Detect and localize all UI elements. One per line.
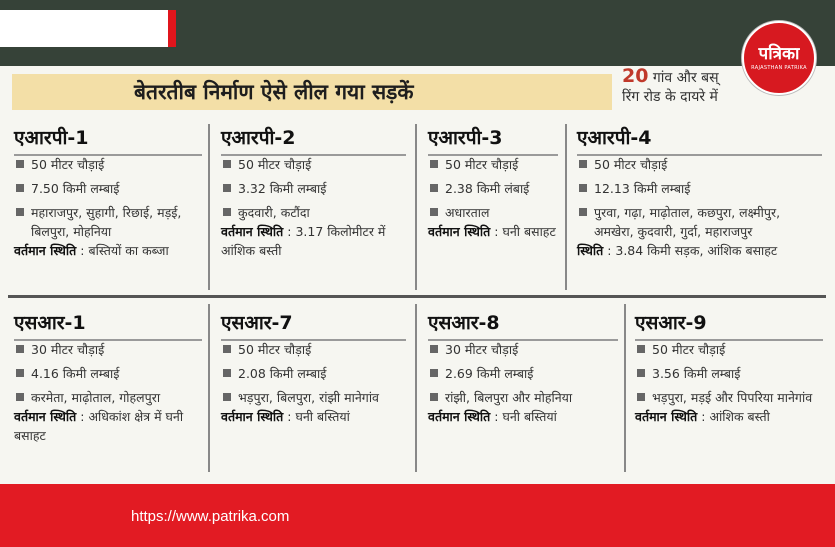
length-item: 12.13 किमी लम्बाई [577,179,822,198]
places-item: अधारताल [428,203,558,222]
headline-text: बेतरतीब निर्माण ऐसे लील गया सड़कें [134,80,414,104]
route-block-arp1 [14,125,202,260]
column-divider [624,304,626,472]
row-divider [8,295,826,298]
bullet-icon [16,369,24,377]
places-item: भड़पुरा, मड़ई और पिपरिया मानेगांव [635,388,823,407]
width-item: 50 मीटर चौड़ाई [428,155,558,174]
route-title: एसआर-9 [635,312,707,334]
route-title: एआरपी-4 [577,127,652,149]
route-title: एआरपी-3 [428,127,503,149]
bullet-icon [16,184,24,192]
bullet-icon [16,160,24,168]
length-item: 2.38 किमी लंबाई [428,179,558,198]
logo-text: पत्रिका [758,44,800,64]
footer-url-link[interactable]: https://www.patrika.com [131,508,290,525]
width-item: 50 मीटर चौड़ाई [221,340,406,359]
route-block-sr1 [14,310,202,445]
status-line: वर्तमान स्थिति : 3.17 किलोमीटर में आंशिक बस्ती [221,224,386,258]
route-block-arp4 [577,125,822,260]
width-item: 50 मीटर चौड़ाई [14,155,202,174]
length-item: 3.32 किमी लम्बाई [221,179,406,198]
column-divider [565,124,567,290]
status-line: वर्तमान स्थिति : बस्तियों का कब्जा [14,243,169,258]
bullet-icon [223,208,231,216]
headline-banner [12,74,612,110]
width-item: 30 मीटर चौड़ाई [14,340,202,359]
bullet-icon [430,208,438,216]
bullet-icon [637,345,645,353]
bullet-icon [16,208,24,216]
length-item: 7.50 किमी लम्बाई [14,179,202,198]
width-item: 50 मीटर चौड़ाई [221,155,406,174]
top-bar [0,0,835,66]
column-divider [415,124,417,290]
bullet-icon [223,369,231,377]
bullet-icon [223,345,231,353]
bullet-icon [430,393,438,401]
aside-line2: रिंग रोड के दायरे में [622,89,718,105]
aside-number: 20 [622,65,649,87]
column-divider [415,304,417,472]
bullet-icon [16,393,24,401]
status-line: स्थिति : 3.84 किमी सड़क, आंशिक बसाहट [577,243,778,258]
length-item: 2.69 किमी लम्बाई [428,364,618,383]
status-line: वर्तमान स्थिति : घनी बस्तियां [221,409,350,424]
bullet-icon [637,369,645,377]
places-item: रांझी, बिलपुरा और मोहनिया [428,388,618,407]
aside-line1: गांव और बस् [652,70,719,86]
places-item: महाराजपुर, सुहागी, रिछाई, मड़ई, बिलपुरा, मोहनिया [14,203,202,241]
status-line: वर्तमान स्थिति : घनी बस्तियां [428,409,557,424]
route-title: एआरपी-2 [221,127,296,149]
length-item: 3.56 किमी लम्बाई [635,364,823,383]
bullet-icon [579,160,587,168]
route-title: एसआर-1 [14,312,86,334]
length-item: 2.08 किमी लम्बाई [221,364,406,383]
bullet-icon [579,208,587,216]
patrika-logo[interactable] [742,21,816,95]
bullet-icon [430,345,438,353]
bullet-icon [430,369,438,377]
bullet-icon [223,160,231,168]
places-item: करमेता, माढ़ोताल, गोहलपुरा [14,388,202,407]
width-item: 50 मीटर चौड़ाई [635,340,823,359]
top-red-strip [168,10,176,47]
status-line: वर्तमान स्थिति : घनी बसाहट [428,224,556,239]
bullet-icon [430,160,438,168]
bullet-icon [16,345,24,353]
route-block-sr9 [635,310,823,426]
places-item: पुरवा, गढ़ा, माढ़ोताल, कछपुरा, लक्ष्मीपुर, अमखेरा, कुदवारी, गुर्दा, महाराजपुर [577,203,822,241]
logo-tagline: RAJASTHAN PATRIKA [751,65,807,71]
route-block-arp3 [428,125,558,241]
bullet-icon [637,393,645,401]
width-item: 30 मीटर चौड़ाई [428,340,618,359]
column-divider [208,124,210,290]
bullet-icon [579,184,587,192]
length-item: 4.16 किमी लम्बाई [14,364,202,383]
status-line: वर्तमान स्थिति : आंशिक बस्ती [635,409,770,424]
top-white-tab [0,10,168,47]
route-block-sr8 [428,310,618,426]
route-title: एआरपी-1 [14,127,89,149]
route-title: एसआर-8 [428,312,500,334]
bullet-icon [223,184,231,192]
route-block-arp2 [221,125,406,260]
bullet-icon [223,393,231,401]
footer-bar [0,484,835,547]
bullet-icon [430,184,438,192]
width-item: 50 मीटर चौड़ाई [577,155,822,174]
places-item: कुदवारी, कटौंदा [221,203,406,222]
column-divider [208,304,210,472]
route-block-sr7 [221,310,406,426]
places-item: भड़पुरा, बिलपुरा, रांझी मानेगांव [221,388,406,407]
route-title: एसआर-7 [221,312,293,334]
status-line: वर्तमान स्थिति : अधिकांश क्षेत्र में घनी बसाहट [14,409,184,443]
